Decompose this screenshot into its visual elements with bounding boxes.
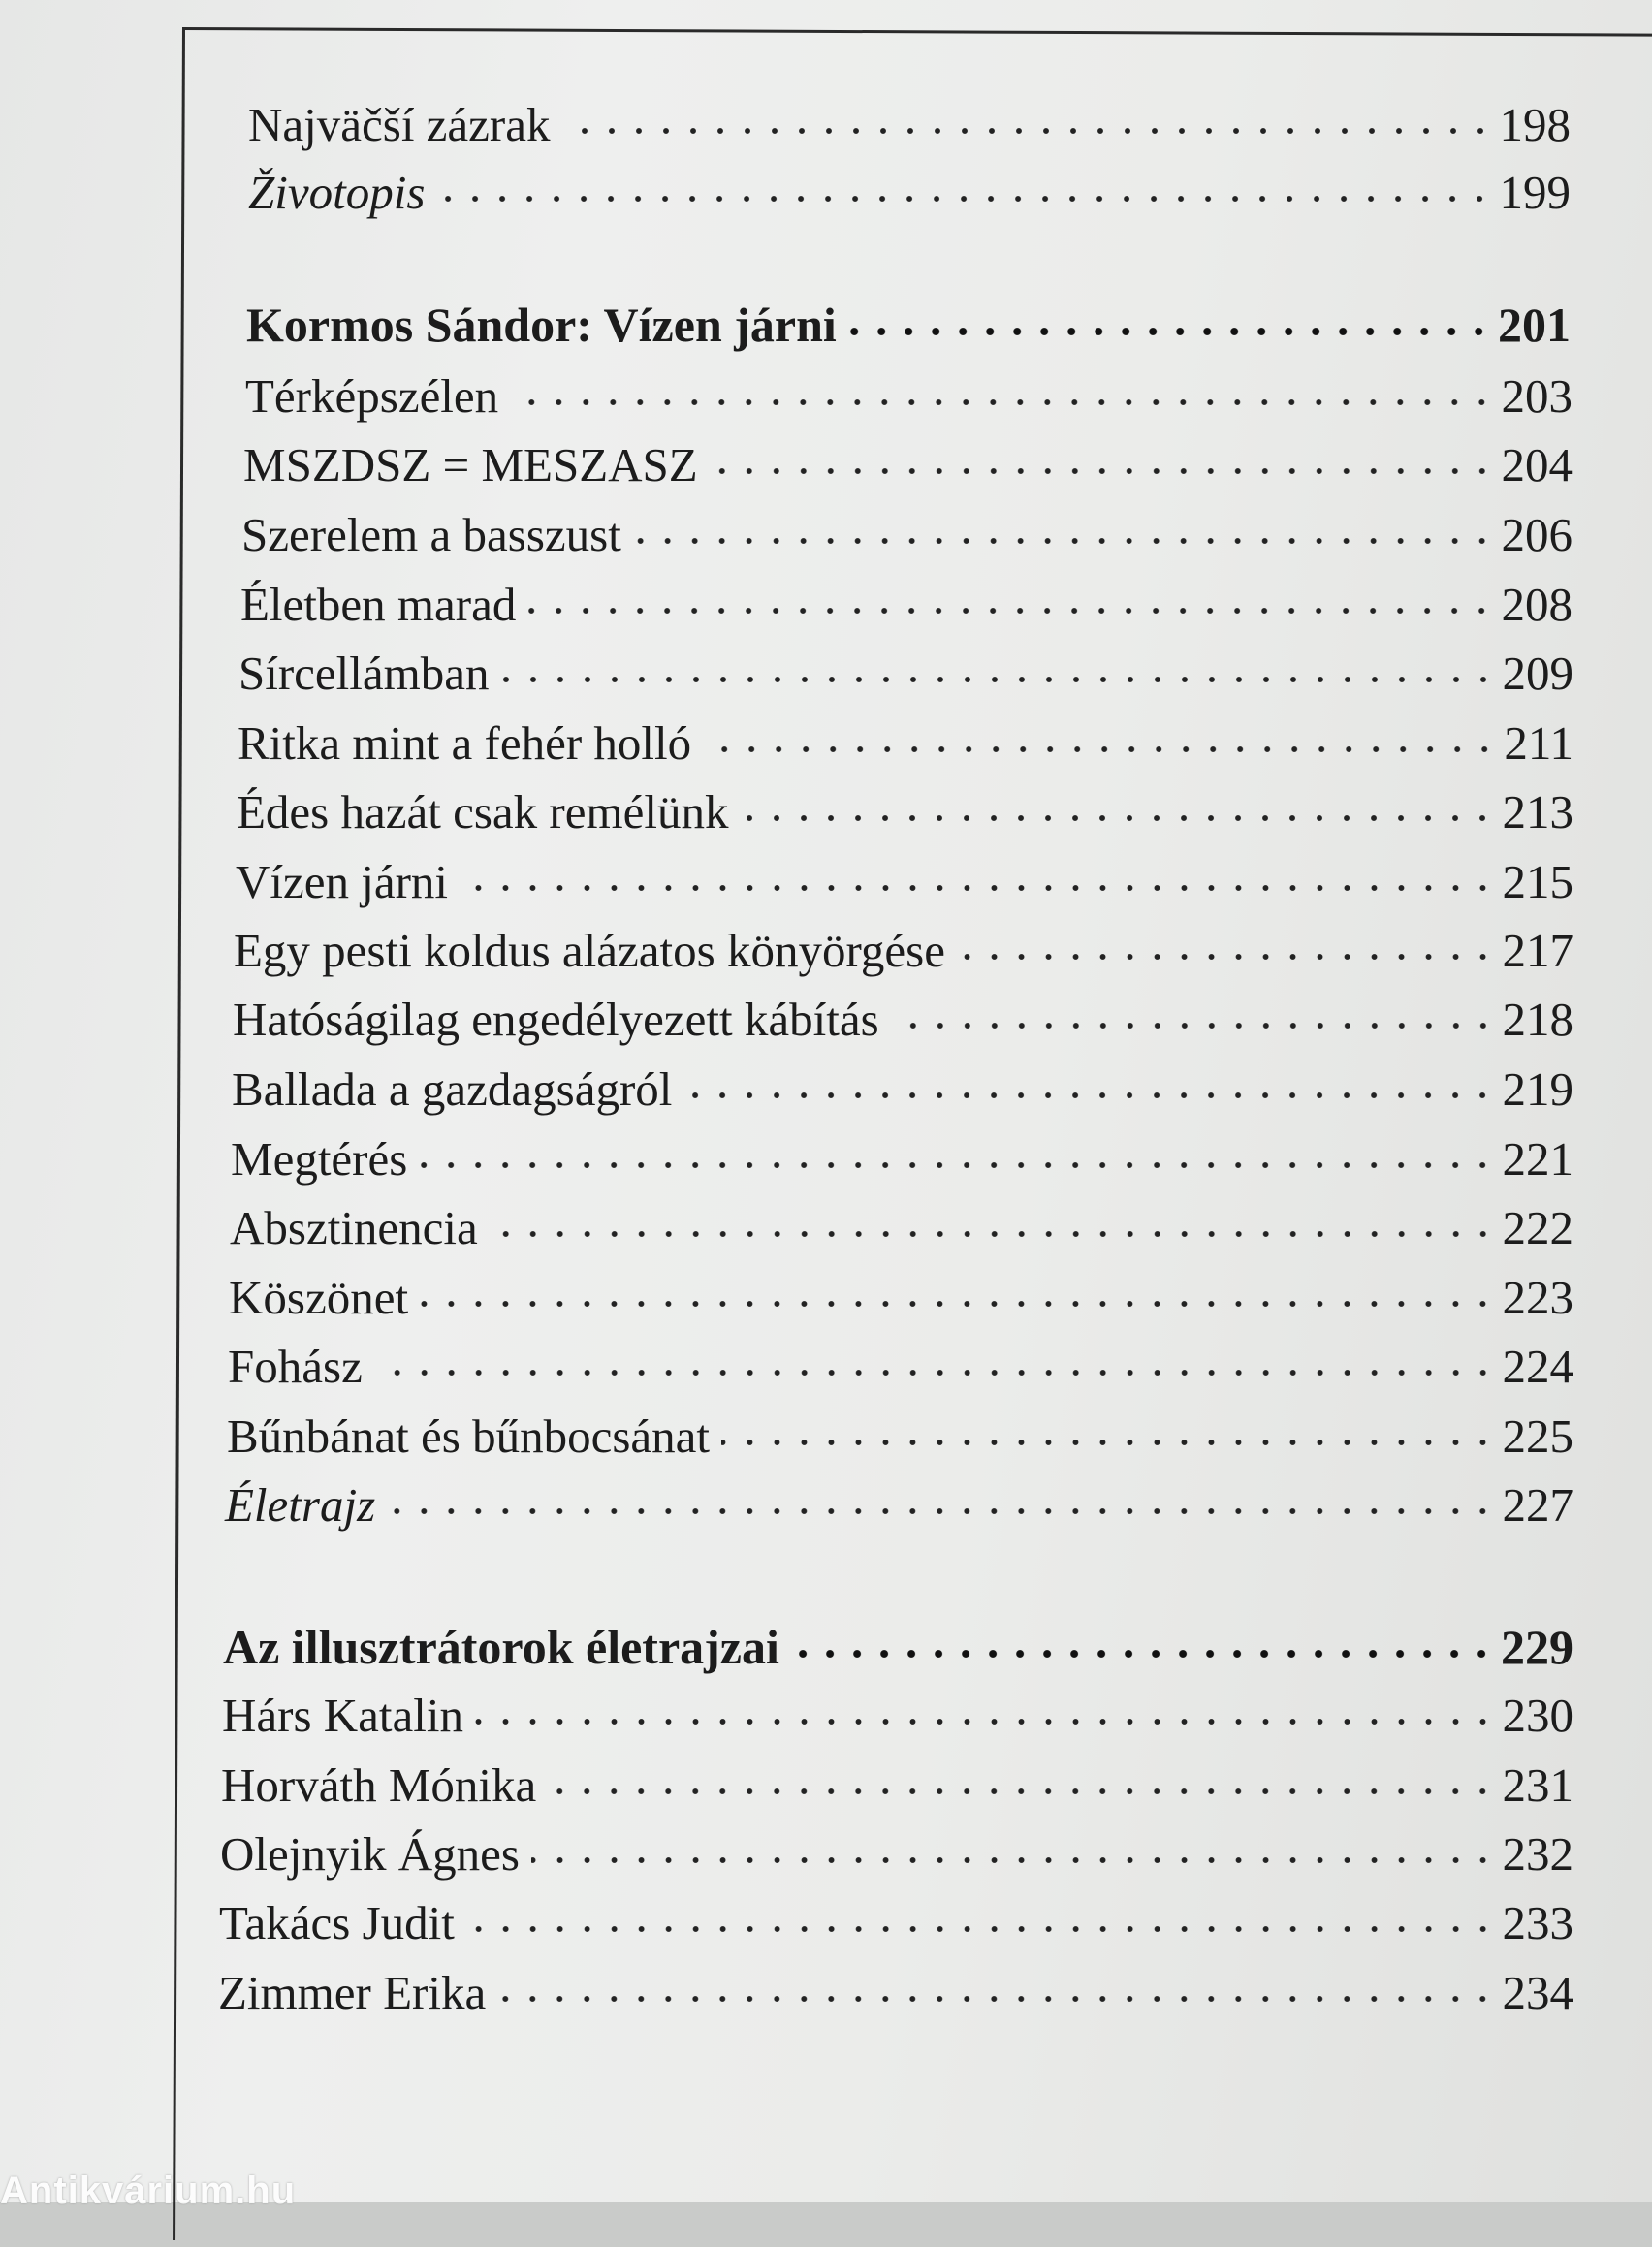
dot-leader [703,708,1498,755]
dot-leader [501,638,1497,685]
toc-entry-title: Kormos Sándor: Vízen járni [246,298,837,352]
toc-entry-title: Szerelem a basszust [241,508,621,561]
toc-entry-title: Takács Judit [219,1896,455,1949]
toc-entry-title: Sírcellámban [238,647,490,700]
toc-entry-title: Bűnbánat és bűnbocsánat [227,1409,711,1463]
toc-entry [248,161,1571,223]
toc-entry-title: Megtérés [231,1132,408,1186]
toc-entry-title: Najväčší zázrak [248,98,551,151]
toc-entry [240,573,1573,635]
toc-entry [228,1335,1573,1397]
toc-entry-page: 223 [1502,1271,1573,1324]
toc-entry [232,1058,1573,1120]
toc-entry [234,919,1573,981]
dot-leader [420,1262,1496,1310]
dot-leader [848,289,1492,337]
toc-entry-page: 229 [1501,1620,1573,1674]
toc-entry-page: 199 [1499,166,1571,219]
toc-entry [221,1754,1573,1816]
toc-entry-page: 218 [1502,993,1573,1046]
toc-entry-page: 234 [1502,1966,1573,2019]
dot-leader [374,1331,1497,1378]
dot-leader [419,1124,1496,1171]
toc-entry [238,712,1573,774]
toc-entry [236,850,1573,912]
dot-leader [460,846,1496,894]
dot-leader [891,984,1497,1031]
dot-leader [490,1192,1497,1240]
dot-leader [475,1680,1497,1727]
dot-leader [957,915,1497,963]
dot-leader [633,499,1496,547]
toc-entry-title: Életrajz [225,1478,376,1532]
toc-entry-page: 225 [1502,1409,1573,1463]
toc-entry-title: Térképszélen [245,369,499,423]
toc-entry [245,364,1573,427]
toc-section-heading [246,293,1571,355]
dot-leader [548,1750,1496,1797]
dot-leader [466,1887,1497,1935]
toc-entry-page: 208 [1501,578,1573,631]
toc-entry-title: Hárs Katalin [222,1689,463,1742]
toc-entry [225,1473,1573,1535]
toc-entry-title: Hatóságilag engedélyezett kábítás [233,993,879,1046]
watermark-text: Antikvárium.hu [0,2169,297,2212]
toc-entry [220,1822,1573,1884]
toc-entry [219,1891,1573,1953]
toc-entry [238,642,1573,704]
toc-entry-title: Zimmer Erika [218,1966,487,2019]
toc-entry-title: Fohász [228,1340,363,1393]
toc-entry-page: 217 [1502,924,1573,977]
toc-entry-title: Horváth Mónika [221,1758,537,1812]
toc-entry [227,1405,1573,1467]
toc-entry [218,1961,1573,2023]
dot-leader [791,1611,1495,1660]
toc-entry [237,780,1573,842]
toc-entry-title: Édes hazát csak remélünk [237,785,729,839]
toc-entry-page: 219 [1502,1062,1573,1116]
toc-entry-page: 213 [1502,785,1573,839]
dot-leader [683,1054,1496,1101]
toc-entry [233,988,1573,1050]
toc-entry-title: Az illusztrátorok életrajzai [223,1620,779,1674]
dot-leader [531,1819,1497,1866]
dot-leader [497,1957,1496,2005]
toc-entry-page: 204 [1501,438,1573,491]
toc-entry-title: Köszönet [229,1271,409,1324]
toc-entry-title: MSZDSZ = MESZASZ [243,438,698,491]
toc-entry-page: 232 [1502,1827,1573,1881]
toc-entry-title: Vízen járni [236,855,449,908]
toc-entry [222,1684,1573,1746]
toc-entry-title: Életben marad [240,578,517,631]
toc-entry-page: 206 [1501,508,1573,561]
toc-entry [243,433,1573,495]
dot-leader [740,776,1496,824]
dot-leader [510,361,1495,408]
toc-entry-page: 211 [1504,716,1573,770]
toc-entry-title: Životopis [248,166,426,219]
dot-leader [562,89,1494,137]
toc-entry [230,1196,1573,1258]
toc-entry-page: 231 [1502,1758,1573,1812]
toc-entry [241,503,1573,565]
toc-entry-title: Olejnyik Ágnes [220,1827,520,1881]
toc-entry-page: 201 [1498,298,1571,352]
toc-entry-page: 230 [1502,1689,1573,1742]
toc-entry-page: 203 [1501,369,1573,423]
toc-entry-page: 227 [1502,1478,1573,1532]
toc-entry-page: 233 [1502,1896,1573,1949]
dot-leader [721,1401,1496,1448]
toc-entry-page: 221 [1502,1132,1573,1186]
toc-entry-title: Egy pesti koldus alázatos könyörgése [234,924,945,977]
dot-leader [387,1470,1496,1517]
dot-leader [527,569,1495,617]
toc-entry [229,1266,1573,1328]
toc-entry-page: 215 [1502,855,1573,908]
toc-entry [248,93,1571,155]
toc-entry-page: 198 [1499,98,1571,151]
toc-entry-page: 222 [1502,1201,1573,1254]
toc-section-heading [223,1615,1573,1677]
dot-leader [710,429,1496,477]
toc-entry-page: 209 [1502,647,1573,700]
dot-leader [436,157,1493,205]
toc-entry [231,1127,1573,1189]
toc-entry-page: 224 [1502,1340,1573,1393]
toc-entry-title: Absztinencia [230,1201,478,1254]
toc-entry-title: Ballada a gazdagságról [232,1062,673,1116]
toc-entry-title: Ritka mint a fehér holló [238,716,692,770]
